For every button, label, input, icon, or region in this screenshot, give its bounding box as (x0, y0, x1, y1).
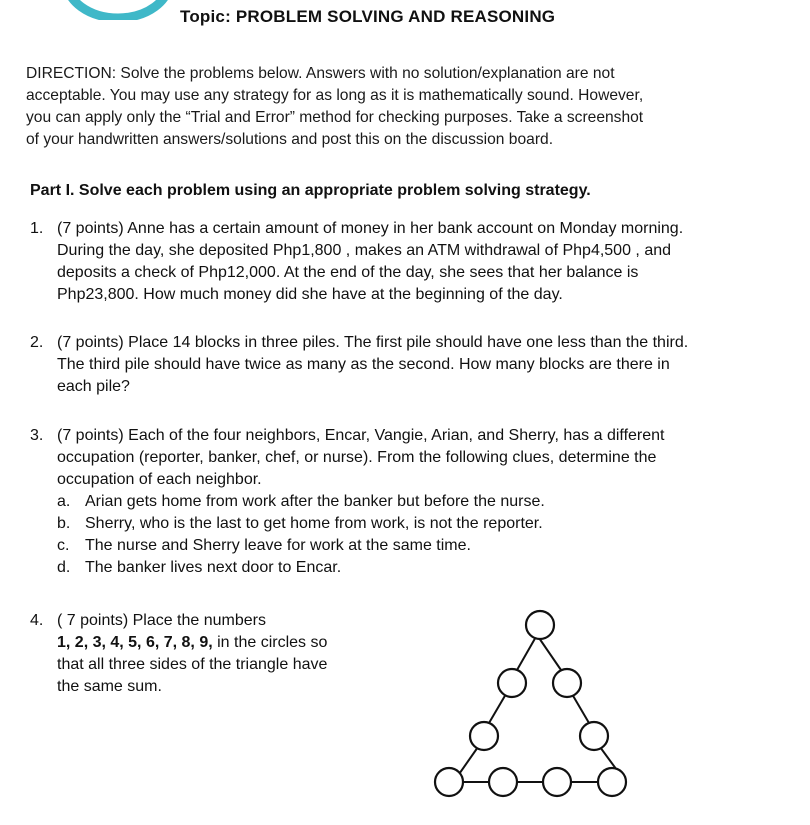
problem-line: deposits a check of Php12,000. At the end of the day, she sees that her balance is (57, 264, 639, 281)
problem-line: (7 points) Each of the four neighbors, Encar, Vangie, Arian, and Sherry, has a different (57, 427, 665, 444)
problem-line-rest: in the circles so (212, 634, 328, 651)
problem-line: (7 points) Anne has a certain amount of money in her bank account on Monday morning. (57, 220, 684, 237)
problem-line: occupation of each neighbor. (57, 471, 262, 488)
problem-line: The third pile should have twice as many as the second. How many blocks are there in (57, 356, 670, 373)
problem-line: (7 points) Place 14 blocks in three piles. The first pile should have one less than the third. (57, 334, 689, 351)
clue-item (57, 513, 664, 535)
logo-icon (62, 0, 174, 20)
problem-number: 3. (30, 427, 44, 444)
page-title: Topic: PROBLEM SOLVING AND REASONING (180, 7, 556, 26)
problem-2 (30, 332, 688, 398)
triangle-diagram (420, 605, 650, 805)
problem-4 (30, 610, 327, 698)
circle-slot-top[interactable] (526, 611, 554, 639)
circle-slot-bottom-2[interactable] (489, 768, 517, 796)
clue-letter: d. (57, 559, 71, 576)
circle-slot-right-1[interactable] (553, 669, 581, 697)
problem-line: occupation (reporter, banker, chef, or nurse). From the following clues, determine the (57, 449, 657, 466)
circle-slot-left-1[interactable] (498, 669, 526, 697)
clue-item (57, 557, 664, 579)
circle-slot-bottom-right[interactable] (598, 768, 626, 796)
clue-text: Arian gets home from work after the banker but before the nurse. (85, 493, 545, 510)
clue-item (57, 535, 664, 557)
direction-line: DIRECTION: Solve the problems below. Answers with no solution/explanation are not (26, 65, 615, 82)
problem-3 (30, 425, 664, 579)
circle-slot-bottom-3[interactable] (543, 768, 571, 796)
clue-letter: c. (57, 537, 70, 554)
problem-1 (30, 218, 683, 306)
part-title: Part I. Solve each problem using an appropriate problem solving strategy. (30, 182, 591, 199)
clue-letter: b. (57, 515, 71, 532)
direction-line: you can apply only the “Trial and Error” method for checking purposes. Take a screenshot (26, 109, 644, 126)
clue-text: The banker lives next door to Encar. (85, 559, 342, 576)
number-list: 1, 2, 3, 4, 5, 6, 7, 8, 9, (57, 634, 213, 651)
clue-text: The nurse and Sherry leave for work at the same time. (85, 537, 471, 554)
problem-line: the same sum. (57, 678, 162, 695)
problem-line (57, 632, 327, 654)
problem-number: 1. (30, 220, 44, 237)
problem-number: 2. (30, 334, 44, 351)
direction-line: acceptable. You may use any strategy for as long as it is mathematically sound. However, (26, 87, 644, 104)
circle-slot-left-2[interactable] (470, 722, 498, 750)
problem-line: During the day, she deposited Php1,800 , makes an ATM withdrawal of Php4,500 , and (57, 242, 672, 259)
problem-number: 4. (30, 612, 44, 629)
direction-text (26, 63, 766, 151)
problem-line: ( 7 points) Place the numbers (57, 612, 266, 629)
circle-slot-right-2[interactable] (580, 722, 608, 750)
direction-line: of your handwritten answers/solutions and post this on the discussion board. (26, 131, 554, 148)
problem-line: that all three sides of the triangle have (57, 656, 328, 673)
clue-item (57, 491, 664, 513)
circle-slot-bottom-left[interactable] (435, 768, 463, 796)
clue-text: Sherry, who is the last to get home from work, is not the reporter. (85, 515, 543, 532)
problem-line: each pile? (57, 378, 130, 395)
problem-line: Php23,800. How much money did she have at the beginning of the day. (57, 286, 563, 303)
clue-letter: a. (57, 493, 71, 510)
